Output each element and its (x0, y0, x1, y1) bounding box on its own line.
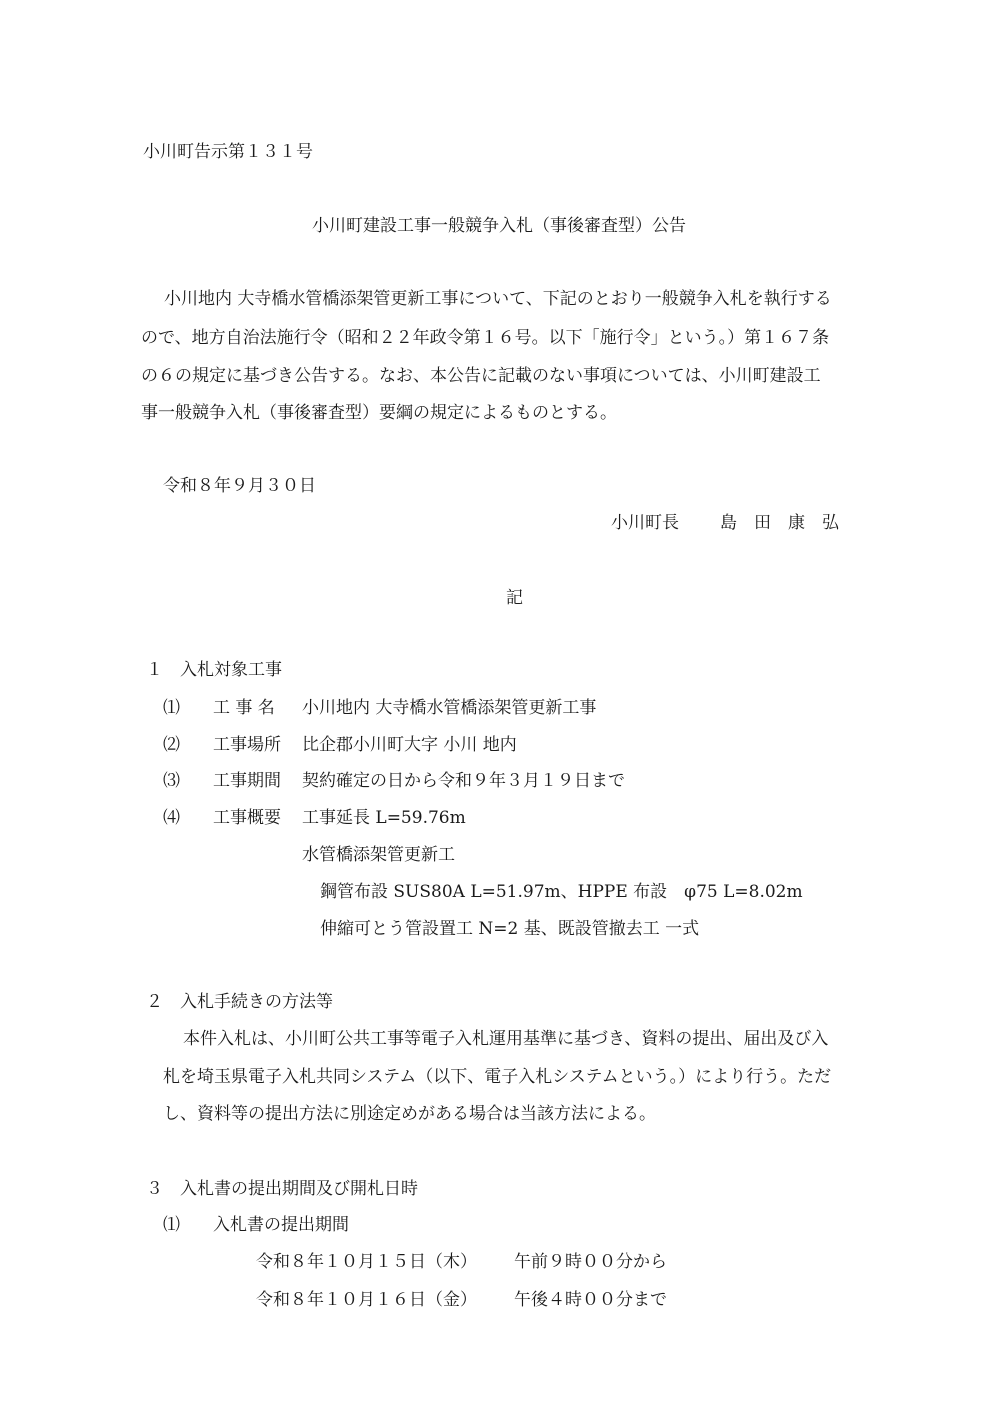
notice-date: 令和８年９月３０日 (163, 476, 316, 496)
signatory-title: 小川町長 (611, 513, 679, 533)
item-3-1-number: ⑴ (163, 1215, 180, 1235)
submission-to-time: 午後４時００分まで (514, 1290, 667, 1310)
item-1-4-number: ⑷ (163, 808, 180, 828)
notice-number: 小川町告示第１３１号 (143, 142, 313, 162)
item-1-4-value: 工事延長 L=59.76m (302, 808, 466, 828)
item-1-3-label: 工事期間 (213, 771, 281, 791)
intro-line-1: 小川地内 大寺橋水管橋添架管更新工事について、下記のとおり一般競争入札を執行する (164, 289, 832, 309)
overview-sub: 水管橋添架管更新工 (302, 845, 455, 865)
item-1-1-label: 工 事 名 (213, 698, 275, 718)
ki-heading: 記 (506, 588, 523, 608)
item-1-1-number: ⑴ (163, 698, 180, 718)
intro-line-3: の６の規定に基づき公告する。なお、本公告に記載のない事項については、小川町建設工 (141, 366, 821, 386)
section-2-heading: ２ 入札手続きの方法等 (146, 992, 333, 1012)
submission-to-date: 令和８年１０月１６日（金） (256, 1290, 477, 1310)
section-2-line-1: 本件入札は、小川町公共工事等電子入札運用基準に基づき、資料の提出、届出及び入 (183, 1029, 829, 1049)
section-3-heading: ３ 入札書の提出期間及び開札日時 (146, 1179, 418, 1199)
submission-from-time: 午前９時００分から (514, 1252, 667, 1272)
item-1-4-label: 工事概要 (213, 808, 281, 828)
section-1-heading: １ 入札対象工事 (146, 660, 282, 680)
overview-detail-2: 伸縮可とう管設置工 N=2 基、既設管撤去工 一式 (320, 919, 700, 939)
item-1-3-value: 契約確定の日から令和９年３月１９日まで (302, 771, 625, 791)
item-1-3-number: ⑶ (163, 771, 180, 791)
document-title: 小川町建設工事一般競争入札（事後審査型）公告 (312, 216, 686, 236)
intro-line-4: 事一般競争入札（事後審査型）要綱の規定によるものとする。 (141, 403, 617, 423)
item-1-2-label: 工事場所 (213, 735, 281, 755)
item-1-2-value: 比企郡小川町大字 小川 地内 (302, 735, 517, 755)
intro-line-2: ので、地方自治法施行令（昭和２２年政令第１６号。以下「施行令」という。）第１６７条 (141, 328, 830, 348)
signatory-name: 島 田 康 弘 (720, 513, 839, 533)
item-1-2-number: ⑵ (163, 735, 180, 755)
item-3-1-label: 入札書の提出期間 (213, 1215, 349, 1235)
overview-detail-1: 鋼管布設 SUS80A L=51.97m、HPPE 布設 φ75 L=8.02m (320, 882, 803, 902)
section-2-line-3: し、資料等の提出方法に別途定めがある場合は当該方法による。 (163, 1104, 656, 1124)
submission-from-date: 令和８年１０月１５日（木） (256, 1252, 477, 1272)
item-1-1-value: 小川地内 大寺橋水管橋添架管更新工事 (302, 698, 597, 718)
section-2-line-2: 札を埼玉県電子入札共同システム（以下、電子入札システムという。）により行う。ただ (163, 1067, 832, 1087)
